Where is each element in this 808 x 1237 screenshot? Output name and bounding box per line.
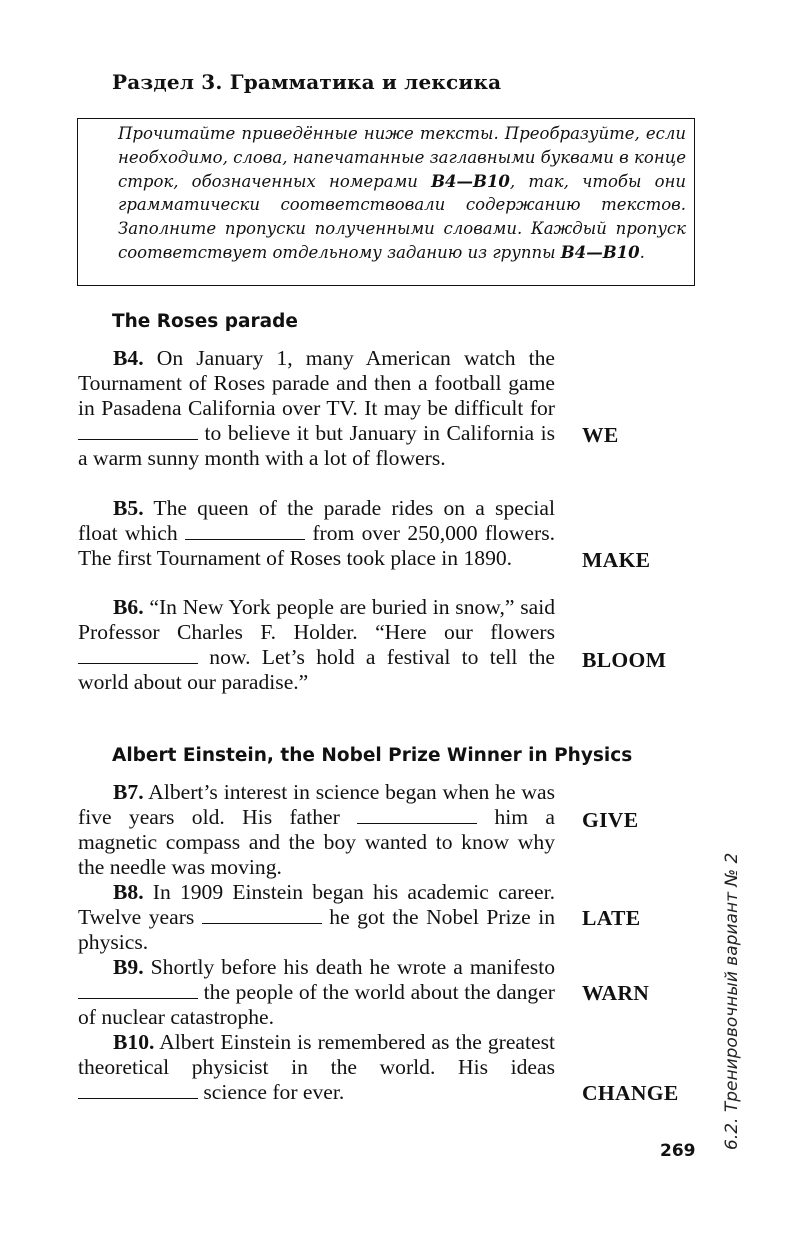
answer-gap[interactable] xyxy=(202,907,322,924)
side-running-title: 6.2. Тренировочный вариант № 2 xyxy=(722,852,742,1150)
task-text-before: The queen of the parade rides on a special float which xyxy=(78,496,555,545)
task-text-after: he got the Nobel Prize in physics. xyxy=(78,904,555,954)
answer-gap[interactable] xyxy=(78,647,198,664)
task-text-after: from over 250,000 flowers. The first Tournament of Roses took place in 1890. xyxy=(78,520,555,570)
instruction-box xyxy=(77,118,695,286)
task-text-before: Albert’s interest in science began when he was five years old. His father xyxy=(78,780,555,829)
task-b9 xyxy=(78,955,555,1030)
keyword-b7: GIVE xyxy=(582,808,639,832)
task-number: B7. xyxy=(113,780,144,804)
section-title: Раздел 3. Грамматика и лексика xyxy=(112,70,502,94)
task-number: B8. xyxy=(113,880,144,904)
answer-gap[interactable] xyxy=(78,982,198,999)
task-text-after: the people of the world about the danger of nuclear catastrophe. xyxy=(78,979,555,1029)
task-text-before: In 1909 Einstein began his academic career. Twelve years xyxy=(78,880,555,929)
task-b6 xyxy=(78,595,555,695)
task-text-after: to believe it but January in California is a warm sunny month with a lot of flowers. xyxy=(78,420,555,470)
task-text-before: On January 1, many American watch the Tournament of Roses parade and then a football game in Pasadena California over TV. It may be difficult for xyxy=(78,346,555,420)
task-text-after: now. Let’s hold a festival to tell the world about our paradise.” xyxy=(78,644,555,694)
keyword-b4: WE xyxy=(582,423,619,447)
answer-gap[interactable] xyxy=(78,423,198,440)
task-b7 xyxy=(78,780,555,880)
task-number: B5. xyxy=(113,496,144,520)
task-b10 xyxy=(78,1030,555,1105)
answer-gap[interactable] xyxy=(78,1082,198,1099)
answer-gap[interactable] xyxy=(185,523,305,540)
keyword-b9: WARN xyxy=(582,981,650,1005)
instruction-range-2: B4—B10 xyxy=(560,242,640,262)
answer-gap[interactable] xyxy=(357,807,477,824)
task-text-after: him a magnetic compass and the boy wanted to know why the needle was moving. xyxy=(78,804,555,879)
task-number: B4. xyxy=(113,346,144,370)
instruction-text xyxy=(118,122,686,265)
instruction-range-1: B4—B10 xyxy=(431,171,510,191)
task-b4 xyxy=(78,346,555,471)
keyword-b6: BLOOM xyxy=(582,648,667,672)
task-b8 xyxy=(78,880,555,955)
instruction-part-3: . xyxy=(639,242,645,262)
keyword-b10: CHANGE xyxy=(582,1081,679,1105)
text2-title: Albert Einstein, the Nobel Prize Winner in Physics xyxy=(112,745,633,766)
task-text-before: “In New York people are buried in snow,” said Professor Charles F. Holder. “Here our flowers xyxy=(78,595,555,644)
task-text-before: Albert Einstein is remembered as the greatest theoretical physicist in the world. His ideas xyxy=(78,1030,555,1079)
task-text-after: science for ever. xyxy=(198,1079,345,1104)
task-text-before: Shortly before his death he wrote a manifesto xyxy=(143,955,555,979)
text1-title: The Roses parade xyxy=(112,311,298,332)
keyword-b8: LATE xyxy=(582,906,641,930)
instruction-part-1: Прочитайте приведённые ниже тексты. Преобразуйте, если необходимо, слова, напечатанные заглавными буквами в конце строк, обозначенных номерами xyxy=(118,124,686,191)
keyword-b5: MAKE xyxy=(582,548,651,572)
task-number: B10. xyxy=(113,1030,155,1054)
page-number: 269 xyxy=(660,1141,696,1161)
instruction-part-2: , так, чтобы они грамматически соответствовали содержанию текстов. Заполните пропуски полученными словами. Каждый пропуск соответствует отдельному заданию из группы xyxy=(118,171,687,262)
task-b5 xyxy=(78,496,555,571)
task-number: B6. xyxy=(113,595,144,619)
task-number: B9. xyxy=(113,955,144,979)
